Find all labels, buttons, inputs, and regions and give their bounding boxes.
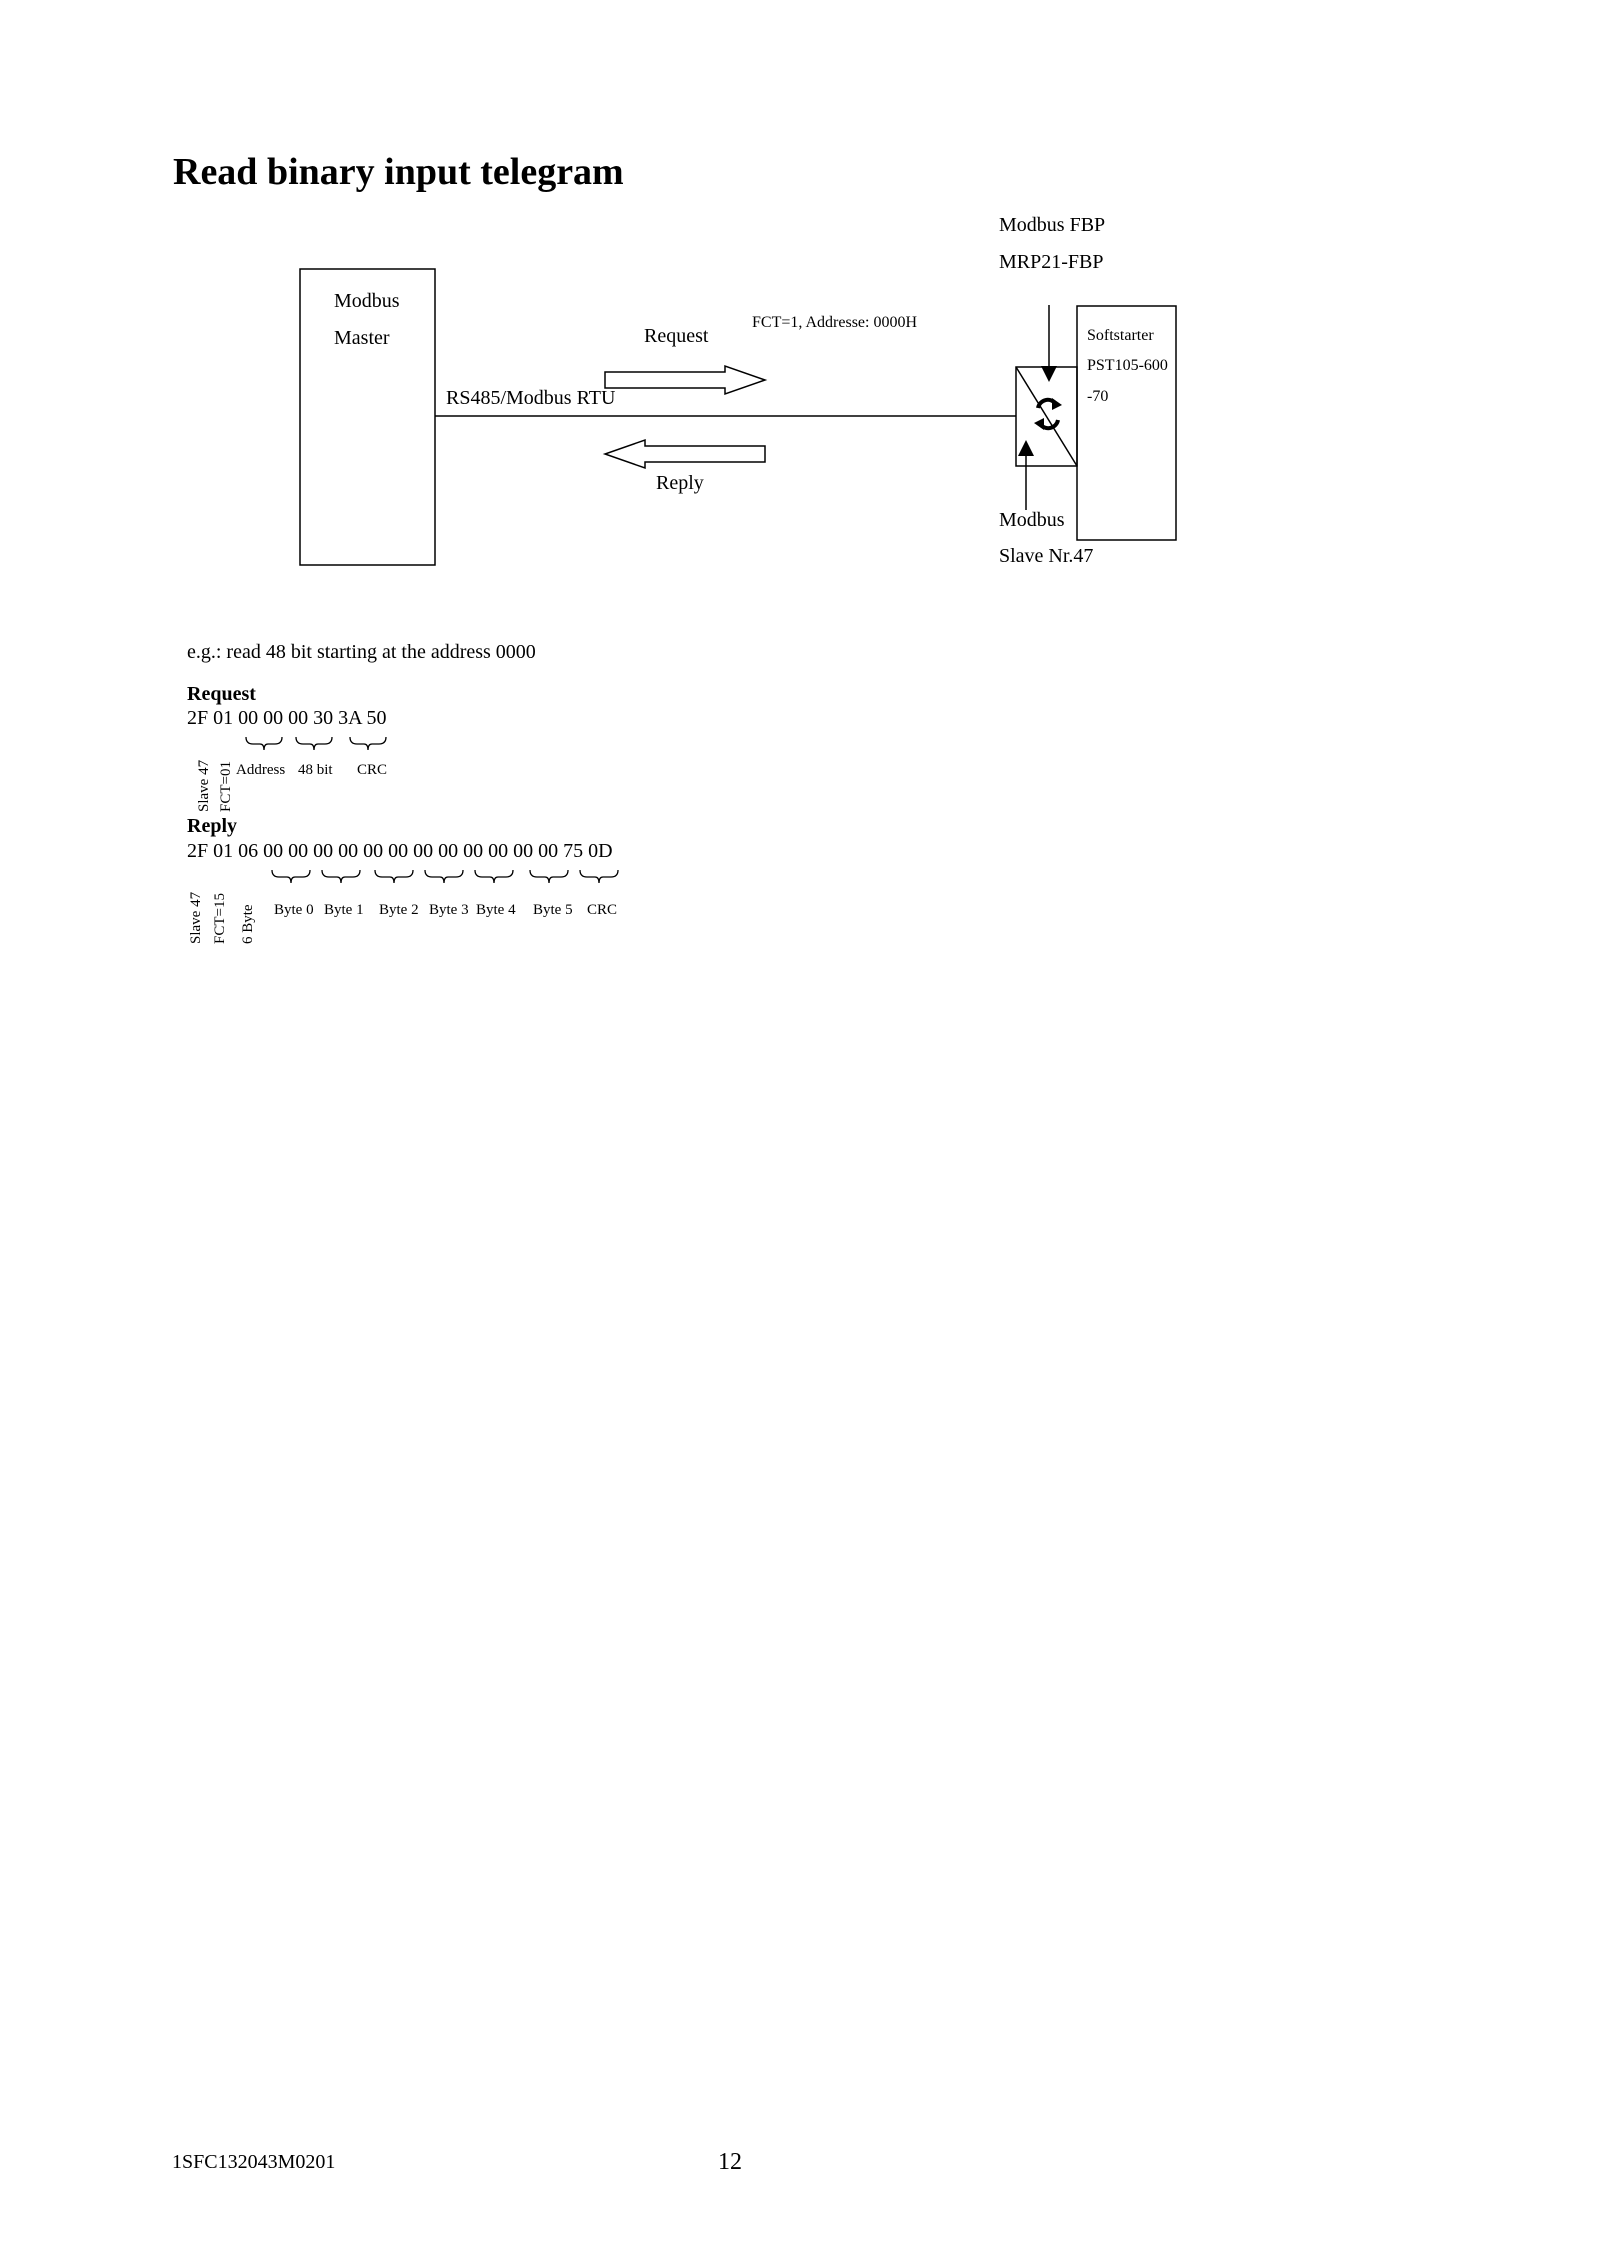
fbp-label-1: Modbus FBP (999, 214, 1106, 236)
request-heading: Request (187, 683, 256, 705)
bus-label: RS485/Modbus RTU (446, 387, 616, 409)
slave-label-1: Modbus (999, 509, 1065, 531)
request-group-address: Address (236, 762, 286, 778)
reply-rot-slave: Slave 47 (188, 891, 204, 944)
fbp-label-2: MRP21-FBP (999, 251, 1104, 273)
reply-label: Reply (656, 472, 704, 494)
slave-label-2: Slave Nr.47 (999, 545, 1094, 567)
request-rot-slave: Slave 47 (196, 759, 212, 812)
reply-group-byte1: Byte 1 (324, 902, 364, 918)
softstarter-label-2: PST105-600 (1087, 357, 1168, 374)
reply-bytes: 2F 01 06 00 00 00 00 00 00 00 00 00 00 00 00 75 0D (187, 840, 613, 862)
request-label: Request (644, 325, 709, 347)
reply-heading: Reply (187, 815, 237, 837)
reply-rot-6byte: 6 Byte (240, 904, 256, 944)
reply-group-byte3: Byte 3 (429, 902, 469, 918)
request-group-48bit: 48 bit (298, 762, 333, 778)
reply-group-byte0: Byte 0 (274, 902, 314, 918)
reply-group-byte4: Byte 4 (476, 902, 516, 918)
footer-doc-id: 1SFC132043M0201 (172, 2151, 336, 2173)
example-caption: e.g.: read 48 bit starting at the address 0000 (187, 641, 536, 663)
reply-group-byte2: Byte 2 (379, 902, 419, 918)
master-label-2: Master (334, 327, 390, 349)
request-params: FCT=1, Addresse: 0000H (752, 314, 918, 331)
reply-group-byte5: Byte 5 (533, 902, 573, 918)
softstarter-label-1: Softstarter (1087, 327, 1154, 344)
page-title: Read binary input telegram (173, 151, 624, 193)
reply-rot-fct: FCT=15 (212, 893, 228, 944)
softstarter-label-3: -70 (1087, 388, 1109, 405)
request-rot-fct: FCT=01 (218, 761, 234, 812)
footer-page-number: 12 (718, 2149, 742, 2175)
request-bytes: 2F 01 00 00 00 30 3A 50 (187, 707, 387, 729)
reply-group-crc: CRC (587, 902, 618, 918)
request-group-crc: CRC (357, 762, 388, 778)
master-label-1: Modbus (334, 290, 400, 312)
byte-braces (0, 0, 1600, 960)
